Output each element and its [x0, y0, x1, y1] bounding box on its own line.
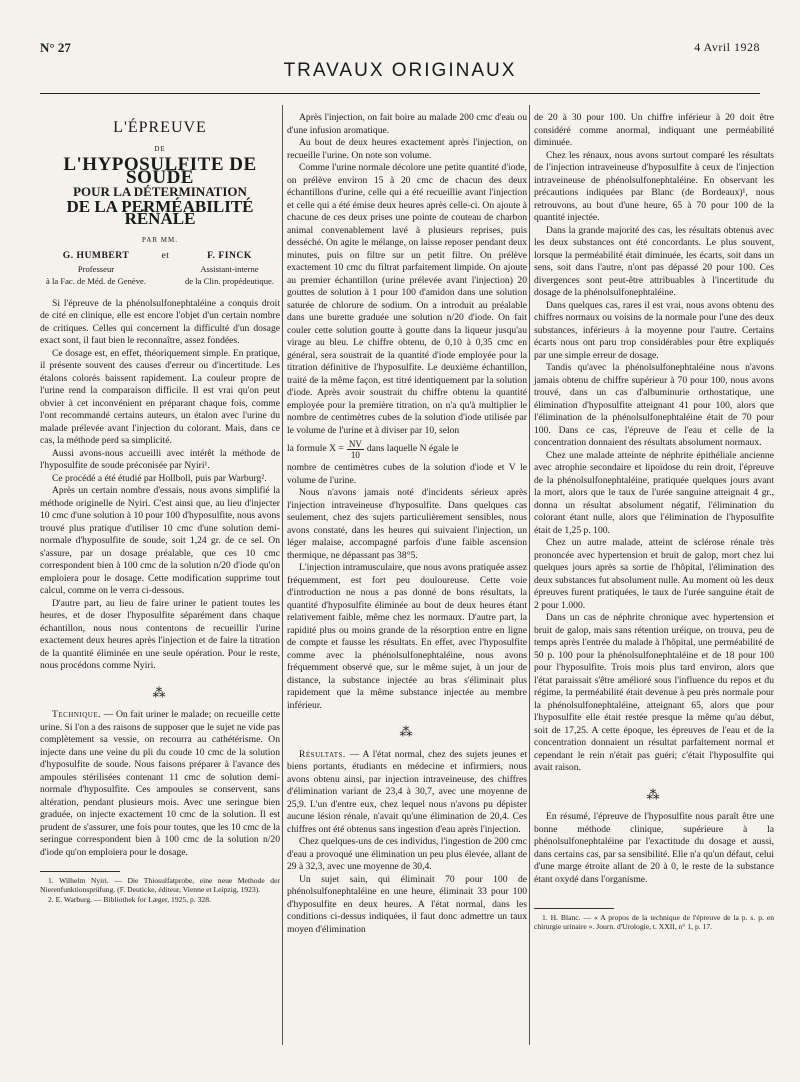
author-conjunction: et — [161, 250, 170, 261]
section-stars: ⁂ — [152, 684, 168, 700]
footnote-rule — [40, 871, 120, 872]
title-line-2: L'HYPOSULFITE DE SOUDE — [63, 154, 257, 188]
column-divider — [282, 105, 283, 1045]
results-text: — A l'état normal, chez des sujets jeunes et biens portants, étudiants en médecine et infirmiers, nous avons obtenu ainsi, par injection intraveineuse, des chiffres d'élimination variant de 23,4 à 30,7, avec une moyenne de 25,9. L'un d'entre eux, chez lequel nous n'avons pu dépister aucune lésion rénale, n'avait qu'une élimination de 20,4. Ces chiffres ont été obtenus sans ingestion d'eau après l'injection. — [287, 748, 527, 835]
results-label: Résultats. — [299, 748, 346, 760]
formula-prefix: la formule X = — [287, 443, 344, 455]
issue-date: 4 Avril 1928 — [694, 40, 760, 54]
article-title-block — [40, 119, 280, 288]
title-line-1: L'ÉPREUVE — [113, 119, 207, 136]
paragraph — [40, 709, 280, 859]
formula-denominator: 10 — [350, 450, 360, 460]
title-de: DE — [154, 144, 166, 153]
paragraph: Si l'épreuve de la phénolsulfonephtaléine a conquis droit de cité en clinique, elle est encore l'objet d'un certain nombre de critiques. Celles qui concernent la difficulté d'un dosage exact sont, il faut bien le reconnaître, assez fondées. — [40, 297, 280, 346]
author-2-role: Assistant-interne — [200, 263, 259, 274]
paragraph: Au bout de deux heures exactement après l'injection, on recueille l'urine. On note son volume. — [287, 137, 527, 161]
author-2 — [185, 250, 274, 288]
paragraph: Comme l'urine normale décolore une petite quantité d'iode, on prélève environ 15 à 20 cmc de chacun des deux échantillons d'urine, celle qui a été recueillie avant l'injection et celle qui a été émise deux heures après celle-ci. On ajoute à chacune de ces deux prises une pointe de couteau de charbon animal convenablement lavé à plusieurs reprises, puis desséché. On agite le mélange, on laisse reposer pendant deux minutes, puis on filtre sur un petit filtre. On prélève exactement 10 cmc du filtrat parfaitement limpide. On ajoute au premier échantillon (urine prélevée avant l'injection) 20 gouttes de solution à 1 pour 100 d'amidon dans une solution saturée de chlorure de sodium. On a introduit au préalable dans une burette graduée une solution n/20 d'iode. On fait couler cette solution goutte à goutte dans la liqueur jusqu'au virage au bleu. Le chiffre obtenu, de 0,10 à 0,35 cmc en général, sera soustrait de la quantité d'iode employée pour la titration définitive de l'hyposulfite. Le deuxième échantillon, traité de la même façon, est titré identiquement par la solution d'iode. Après avoir soustrait du chiffre obtenu la quantité employée pour la première titration, on n'a qu'à multiplier le nombre de centimètres cubes de la solution d'iode utilisée par le volume de l'urine et à diviser par 10, selon — [287, 162, 527, 436]
column-1 — [40, 119, 280, 904]
technique-label: Technique. — [52, 709, 102, 720]
formula-fraction — [347, 439, 364, 460]
column-divider — [529, 105, 530, 1045]
authors — [40, 250, 280, 288]
paragraph: nombre de centimètres cubes de la solution d'iode et V le volume de l'urine. — [287, 462, 527, 486]
author-1-name: G. HUMBERT — [62, 250, 130, 261]
section-rubric: TRAVAUX ORIGINAUX — [283, 60, 517, 81]
issue-number: N° 27 — [40, 40, 71, 55]
paragraph: D'autre part, au lieu de faire uriner le patient toutes les heures, et de doser l'hyposulfite séparément dans chaque échantillon, nous nous contentons de recueillir l'urine exactement deux heures après l'injection et de faire la titration de la quantité éliminée en une seule opération. Pour le reste, nous procédons comme Nyiri. — [40, 597, 280, 671]
byline: PAR MM. — [142, 235, 178, 244]
section-stars: ⁂ — [646, 786, 662, 802]
paragraph: Un sujet sain, qui éliminait 70 pour 100 de phénolsulfonephtaléine en une heure, éliminait 33 pour 100 d'hyposulfite en deux heures. A l'état normal, dans les conditions ci-dessus indiquées, il faut donc admettre un taux moyen d'élimination — [287, 873, 527, 935]
paragraph: Tandis qu'avec la phénolsulfonephtaléine nous n'avons jamais obtenu de chiffre supérieur à 70 pour 100, nous avons trouvé, dans un cas d'albuminurie orthostatique, une élimination d'hyposulfite atteignant 41 pour 100, alors que l'élimination de la phénolsulfonephtaléine était de 70 pour 100. Dans ce cas, l'épreuve de l'eau et celle de la concentration donnaient des résultats absolument normaux. — [534, 362, 774, 448]
paragraph: Nous n'avons jamais noté d'incidents sérieux après l'injection intraveineuse d'hyposulfite. Dans quelques cas seulement, chez des sujets particulièrement sensibles, nous avons constaté, dans les heures qui suivaient l'injection, un léger malaise, accompagné parfois d'une faible ascension thermique, ne dépassant pas 38°5. — [287, 487, 527, 561]
formula-suffix: dans laquelle N égale le — [366, 443, 459, 455]
paragraph: de 20 à 30 pour 100. Un chiffre inférieur à 20 doit être considéré comme anormal, indiquant une perméabilité diminuée. — [534, 112, 774, 148]
footnote: 2. E. Warburg. — Bibliothek for Læger, 1925, p. 328. — [48, 894, 211, 904]
paragraph: Chez les rénaux, nous avons surtout comparé les résultats de l'injection intraveineuse d'hyposulfite à ceux de l'injection intraveineuse de phénolsulfonephtaléine. En observant les précautions indiquées par Blanc (de Bordeaux)¹, nous retrouvons, au bout d'une heure, 65 à 70 pour 100 de la quantité injectée. — [534, 149, 774, 223]
paragraph: Dans la grande majorité des cas, les résultats obtenus avec les deux substances ont été concordants. Le plus souvent, lorsque la perméabilité était diminuée, les écarts, soit dans un sens, soit dans l'autre, n'ont pas dépassé 20 pour 100. Ces divergences sont peut-être attribuables à l'incertitude du dosage de la phénolsulfonephtaléine. — [534, 224, 774, 298]
author-2-name: F. FINCK — [207, 250, 252, 261]
column-3 — [534, 112, 774, 932]
paragraph: Chez une malade atteinte de néphrite épithéliale ancienne avec atrophie secondaire et lipoïdose du rein droit, l'épreuve de la phénolsulfonephtaléine, pratiquée quelques jours avant la mort, alors que le taux de l'urée sanguine atteignait 4 gr., donna un résultat absolument négatif, l'élimination du colorant étant nulle, alors que l'élimination de l'hyposulfite était de 1,25 p. 100. — [534, 449, 774, 536]
paragraph: Ce procédé a été étudié par Hollboll, puis par Warburg². — [52, 472, 267, 484]
footnote: 1. Wilhelm Nyiri. — Die Thiosulfatprobe, eine neue Methode der Nierenfunktionsprüfung. (F. Deuticke, éditeur, Vienne et Leipzig, 1923). — [40, 876, 280, 895]
title-line-3: POUR LA DÉTERMINATION — [73, 184, 247, 199]
paragraph: Chez un autre malade, atteint de sclérose rénale très prononcée avec hypertension et bruit de galop, mort chez lui quelques jours après sa sortie de l'hôpital, l'élimination des deux substances fut absolument nulle. Au moment où les deux épreuves furent pratiquées, le taux de l'urée sanguine était de 2 pour 1.000. — [534, 537, 774, 611]
footnote: 1. H. Blanc. — « A propos de la technique de l'épreuve de la p. s. p. en chirurgie urinaire ». Journ. d'Urologie, t. XXII, n° 1, p. 17. — [534, 913, 774, 932]
technique-text: — On fait uriner le malade; on recueille cette urine. Si l'on a des raisons de supposer que le sujet ne vide pas complètement sa vessie, on recourra au cathétérisme. On injecte dans une veine du pli du coude 10 cmc de la solution d'hyposulfite de soude. Nous faisons préparer à l'avance des ampoules stérilisées contenant 11 cmc de solution demi-normale d'hyposulfite. Ces ampoules se conservent, sans altération, pendant plusieurs mois. Avec une seringue bien graduée, on injecte exactement 10 cmc de la solution. Il est prudent de s'assurer, une fois pour toutes, que les 10 cmc de la seringue correspondent bien à 100 cmc de la solution n/20 d'iode qu'on emploiera pour le dosage. — [40, 709, 280, 858]
formula-numerator: NV — [348, 439, 362, 449]
paragraph: Dans quelques cas, rares il est vrai, nous avons obtenu des chiffres normaux ou voisins de la normale pour l'une des deux substances, inférieurs à la moyenne pour l'autre. Certains écarts nous ont paru trop considérables pour être expliqués par une simple erreur de dosage. — [534, 299, 774, 361]
paragraph: Aussi avons-nous accueilli avec intérêt la méthode de l'hyposulfite de soude préconisée par Nyiri¹. — [40, 447, 280, 471]
formula-line — [287, 439, 527, 460]
author-1-affiliation: à la Fac. de Méd. de Genève. — [46, 276, 146, 286]
author-1-role: Professeur — [77, 263, 115, 274]
footnote-rule — [534, 908, 614, 909]
paragraph: Après l'injection, on fait boire au malade 200 cmc d'eau ou d'une infusion aromatique. — [287, 112, 527, 136]
author-2-affiliation: de la Clin. propédeutique. — [184, 276, 274, 286]
paragraph — [287, 749, 527, 837]
section-stars: ⁂ — [399, 724, 415, 739]
author-1 — [46, 250, 146, 288]
paragraph: En résumé, l'épreuve de l'hyposulfite nous paraît être une bonne méthode clinique, supérieure à la phénolsulfonephtaléine par l'exactitude du dosage et aussi, dans certains cas, par sa sensibilité. Elle n'a qu'un défaut, celui d'une marge étroite allant de 20 à 0, le reste de la substance étant oxydé dans l'organisme. — [534, 811, 774, 885]
paragraph: L'injection intramusculaire, que nous avons pratiquée assez fréquemment, est fort peu douloureuse. Cette voie d'introduction ne nous a pas donné de bons résultats, la quantité d'hyposulfite éliminée au bout de deux heures étant relativement faible, même chez les normaux. D'autre part, la rapidité plus ou moins grande de la résorption entre en ligne de compte et fausse les résultats. En effet, avec l'hyposulfite comme avec la phénolsulfonephtaléine, nous avons fréquemment observé que, sur le même sujet, à un jour de distance, la substance injectée au bras s'éliminait plus rapidement que la même substance injectée au membre inférieur. — [287, 562, 527, 711]
paragraph: Dans un cas de néphrite chronique avec hypertension et bruit de galop, mais sans rétention uréique, on trouva, peu de temps après l'entrée du malade à l'hôpital, une perméabilité de 50 p. 100 pour la phénolsulfonephtaléine et de 18 pour 100 pour l'hyposulfite. Trois mois plus tard environ, alors que l'état paraissait s'être amélioré sous l'influence du repos et du régime, la perméabilité était devenue à peu près normale pour la phénolsulfonephtaléine, atteignant 65, alors que pour l'hyposulfite elle était restée presque la même qu'au début, soit de 17,25. A cette époque, les épreuves de l'eau et de la concentration donnaient un résultat parfaitement normal et cependant le rein n'était pas guéri; c'était l'hyposulfite qui avait raison. — [534, 612, 774, 773]
paragraph: Chez quelques-uns de ces individus, l'ingestion de 200 cmc d'eau a provoqué une élimination un peu plus élevée, allant de 29 à 32,3, avec une moyenne de 30,4. — [287, 836, 527, 872]
paragraph: Ce dosage est, en effet, théoriquement simple. En pratique, il présente souvent des causes d'erreur ou d'incertitude. Les étalons colorés baissent rapidement. La couleur propre de l'urine rend la comparaison difficile. Il est vrai qu'on peut obvier à cet inconvénient en préparant chaque fois, comme l'ont recommandé certains auteurs, un étalon avec l'urine du malade prélevée avant l'injection du colorant. Mais, dans ce cas, la méthode perd sa simplicité. — [40, 347, 280, 446]
title-line-4: DE LA PERMÉABILITÉ RÉNALE — [66, 196, 254, 228]
paragraph: Après un certain nombre d'essais, nous avons simplifié la méthode originelle de Nyiri. C'est ainsi que, au lieu d'injecter 10 cmc d'une solution à 10 pour 100 d'hyposulfite, nous avons trouvé plus pratique d'utiliser 10 cmc d'une solution demi-normale d'hyposulfite de soude, soit 1,24 gr. de ce sel. On s'assure, par un dosage préalable, que ces 10 cmc correspondent bien à 100 cmc de la solution n/20 d'iode qu'on emploiera pour le dosage. Cette modification supprime tout calcul, comme on le verra ci-dessous. — [40, 485, 280, 596]
column-2 — [287, 112, 527, 936]
header-rule — [40, 93, 760, 94]
